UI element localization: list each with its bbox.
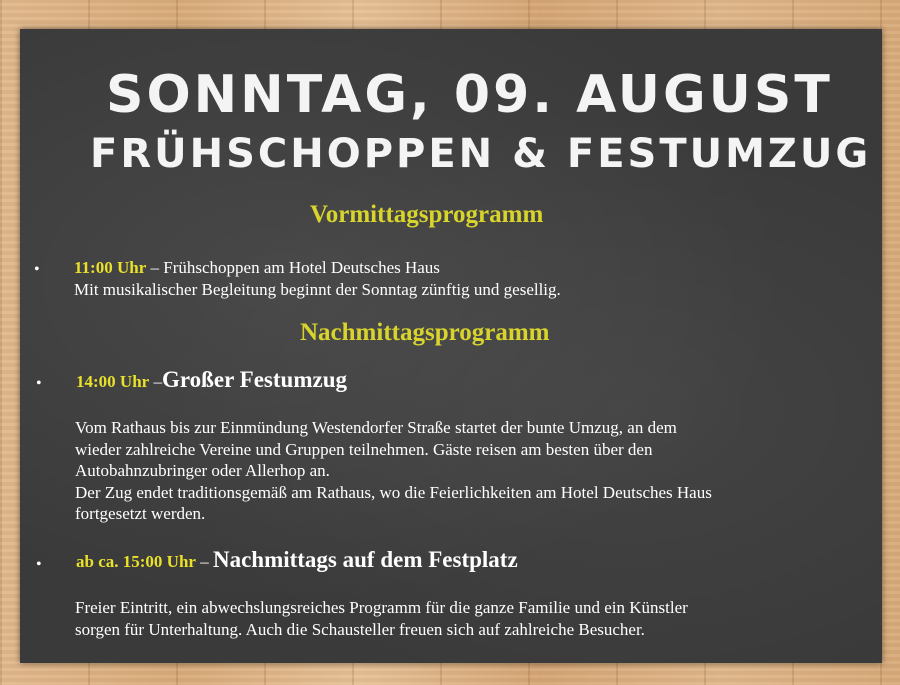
time-label: 14:00 Uhr (76, 372, 150, 391)
chalkboard (20, 29, 882, 663)
title-date: SONNTAG, 09. AUGUST (106, 65, 833, 125)
description-line: Autobahnzubringer oder Allerhop an. (75, 461, 330, 480)
list-item-1100 (74, 258, 440, 278)
heading-nachmittagsprogramm: Nachmittagsprogramm (300, 319, 550, 346)
separator: – (149, 372, 162, 391)
description-line: Vom Rathaus bis zur Einmündung Westendorfer Straße startet der bunte Umzug, an dem (75, 418, 677, 437)
description-line: fortgesetzt werden. (75, 504, 206, 523)
title-event: FRÜHSCHOPPEN & FESTUMZUG (90, 131, 872, 177)
time-label: ab ca. 15:00 Uhr (76, 552, 196, 571)
event-description: Mit musikalischer Begleitung beginnt der Sonntag zünftig und gesellig. (74, 280, 561, 299)
description-line: Freier Eintritt, ein abwechslungsreiches Programm für die ganze Familie und ein Künstler (75, 598, 688, 617)
event-title: Nachmittags auf dem Festplatz (212, 547, 518, 572)
time-label: 11:00 Uhr (74, 258, 147, 277)
separator: – (146, 258, 164, 277)
list-item-1500 (76, 547, 518, 573)
description-line: Der Zug endet traditionsgemäß am Rathaus, wo die Feierlichkeiten am Hotel Deutsches Haus (75, 482, 712, 502)
bullet: • (36, 556, 42, 573)
event-description (75, 597, 835, 640)
event-title: Großer Festumzug (161, 367, 347, 392)
event-title: Frühschoppen am Hotel Deutsches Haus (163, 258, 440, 277)
bullet: • (36, 375, 42, 392)
event-description (75, 417, 835, 525)
separator: – (195, 552, 213, 571)
description-line: sorgen für Unterhaltung. Auch die Schausteller freuen sich auf zahlreiche Besucher. (75, 619, 645, 639)
bullet: • (34, 261, 40, 278)
list-item-1400 (76, 367, 347, 393)
heading-vormittagsprogramm: Vormittagsprogramm (310, 201, 544, 228)
description-line: wieder zahlreiche Vereine und Gruppen teilnehmen. Gäste reisen am besten über den (75, 439, 653, 459)
